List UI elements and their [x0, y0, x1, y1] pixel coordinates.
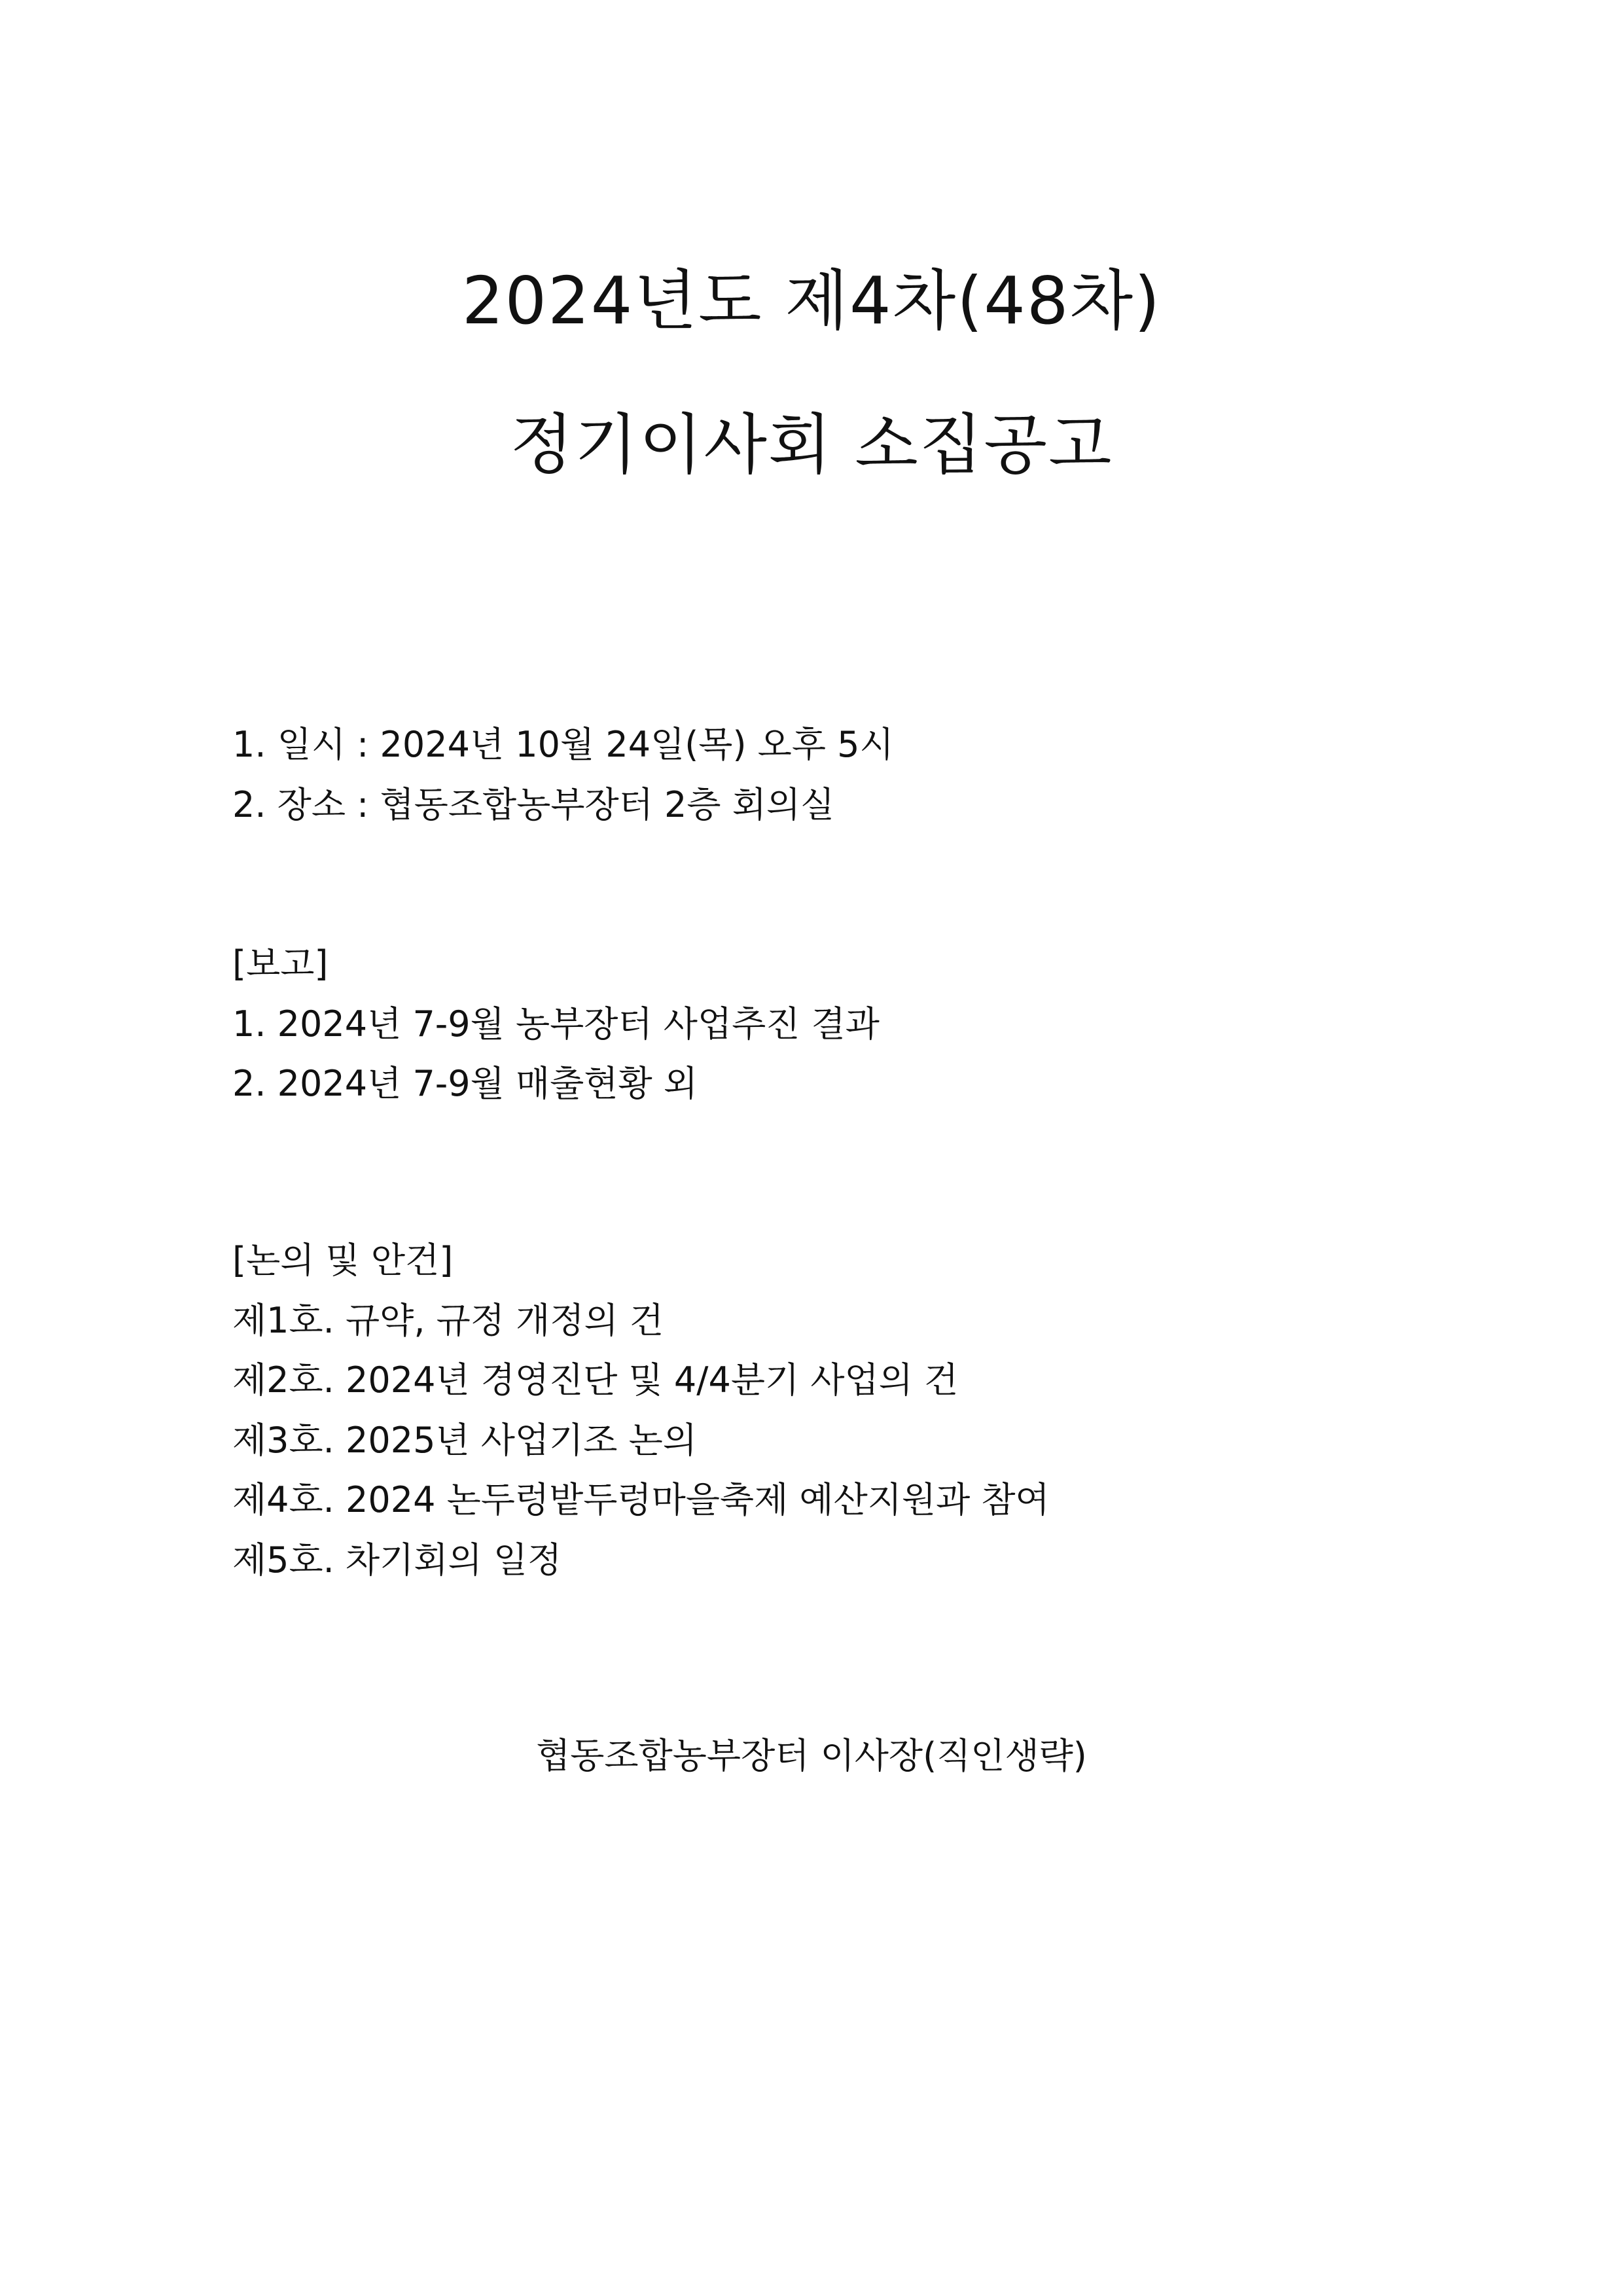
agenda-item: 제4호. 2024 논두렁밭두렁마을축제 예산지원과 참여	[232, 1479, 1050, 1520]
agenda-item: 제3호. 2025년 사업기조 논의	[232, 1420, 697, 1461]
title-line-2: 정기이사회 소집공고	[510, 406, 1113, 483]
agenda-item: 제1호. 규약, 규정 개정의 건	[232, 1300, 664, 1341]
title-line-1: 2024년도 제4차(48차)	[461, 262, 1162, 339]
agenda-heading: [논의 및 안건]	[232, 1240, 454, 1281]
document-title	[0, 262, 1623, 484]
report-item: 2. 2024년 7-9월 매출현황 외	[232, 1063, 698, 1104]
agenda-item: 제2호. 2024년 경영진단 및 4/4분기 사업의 건	[232, 1359, 959, 1401]
meeting-place: 2. 장소 : 협동조합농부장터 2층 회의실	[232, 784, 835, 825]
signature-line: 협동조합농부장터 이사장(직인생략)	[536, 1735, 1087, 1776]
meeting-datetime: 1. 일시 : 2024년 10월 24일(목) 오후 5시	[232, 724, 894, 765]
report-item: 1. 2024년 7-9월 농부장터 사업추진 결과	[232, 1003, 880, 1045]
report-heading: [보고]	[232, 943, 329, 984]
agenda-item: 제5호. 차기회의 일정	[232, 1539, 562, 1581]
